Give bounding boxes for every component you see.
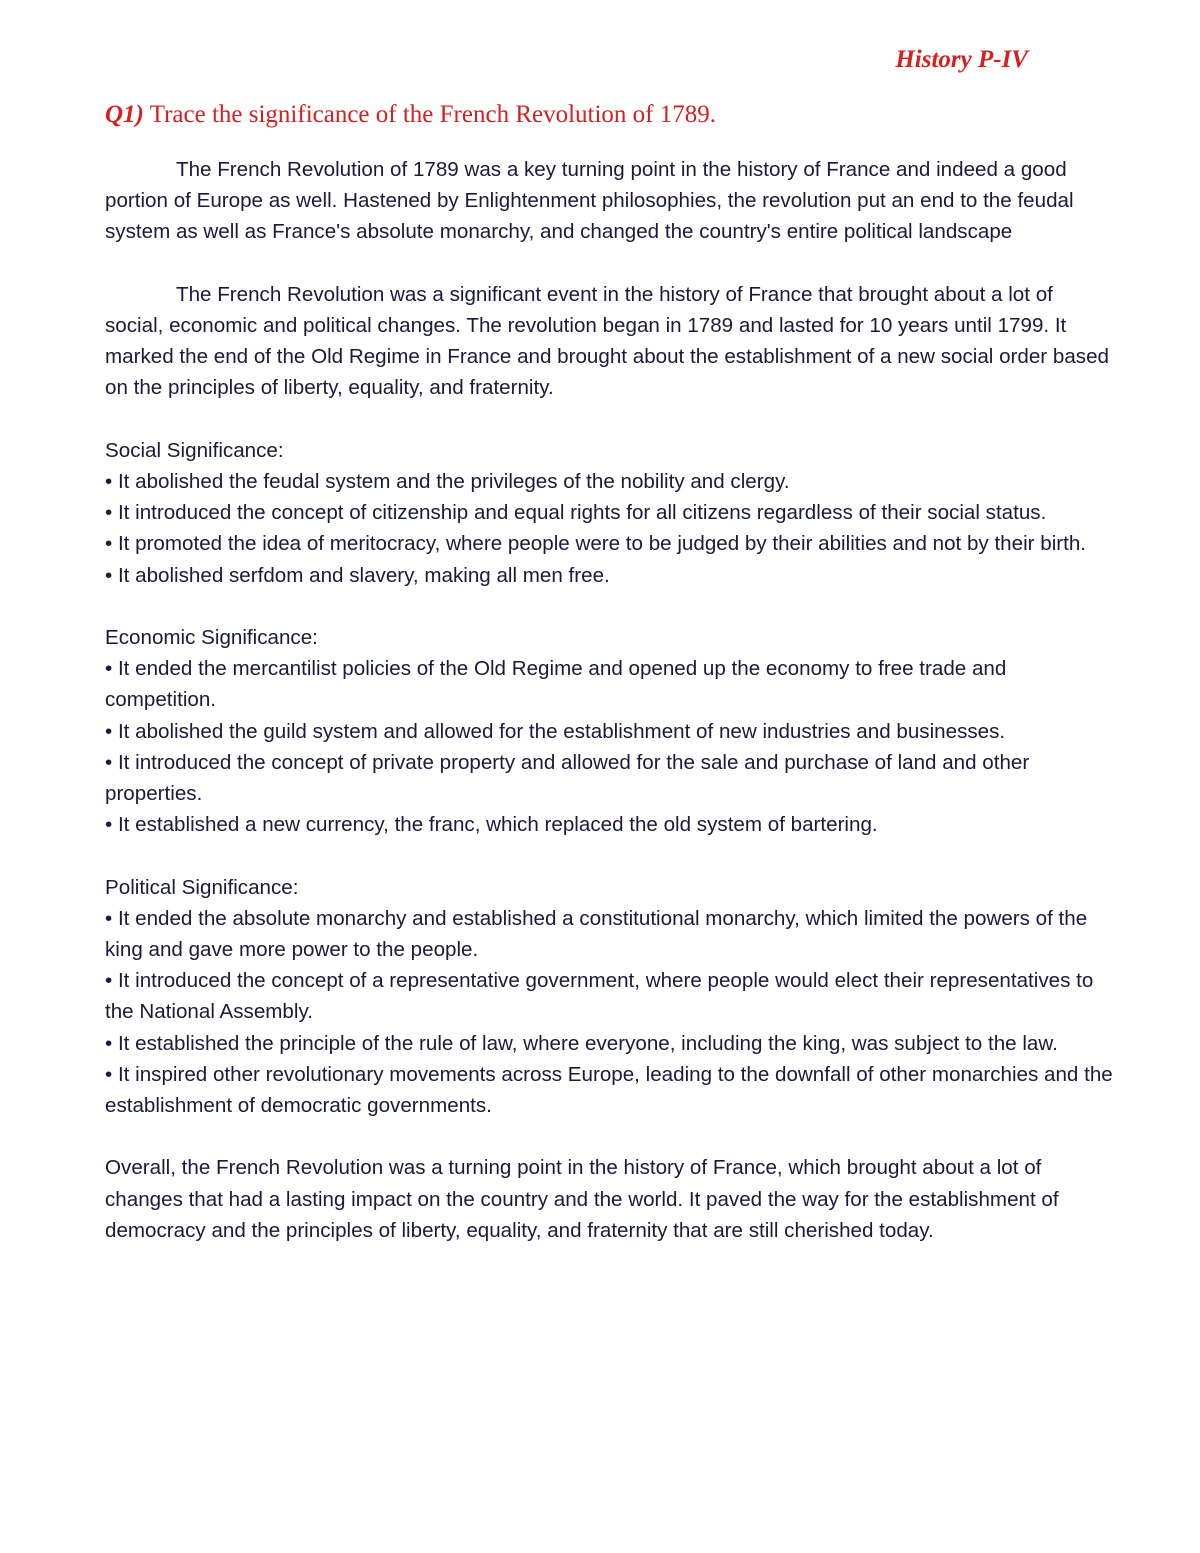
- list-item: [105, 965, 1115, 1027]
- bullet-list-economic: [105, 653, 1115, 840]
- list-item: [105, 560, 1115, 591]
- intro-paragraph-2: The French Revolution was a significant event in the history of France that brought about a lot of social, economic and political changes. The revolution began in 1789 and lasted for 10 years until 1799. It marked the end of the Old Regime in France and brought about the establishment of a new social order based on the principles of liberty, equality, and fraternity.: [105, 282, 1109, 400]
- answer-body: [105, 154, 1115, 1246]
- bullet-icon: •: [105, 657, 113, 681]
- list-item-text: It introduced the concept of private property and allowed for the sale and purchase of land and other properties.: [105, 750, 1030, 806]
- list-item: [105, 653, 1115, 715]
- spacer: [105, 404, 1115, 435]
- list-item: [105, 1059, 1115, 1121]
- list-item-text: It inspired other revolutionary movements across Europe, leading to the downfall of other monarchies and the establishment of democratic governments.: [105, 1062, 1113, 1118]
- spacer: [105, 248, 1115, 279]
- bullet-list-social: [105, 466, 1115, 591]
- list-item: [105, 716, 1115, 747]
- course-header: History P-IV: [895, 46, 1028, 73]
- list-item-text: It promoted the idea of meritocracy, where people were to be judged by their abilities and not by their birth.: [117, 532, 1087, 556]
- list-item: [105, 466, 1115, 497]
- list-item: [105, 1028, 1115, 1059]
- list-item-text: It abolished the feudal system and the privileges of the nobility and clergy.: [117, 470, 790, 493]
- question-heading: [105, 101, 716, 129]
- list-item-text: It established a new currency, the franc, which replaced the old system of bartering.: [117, 813, 878, 837]
- conclusion-paragraph: Overall, the French Revolution was a turning point in the history of France, which brought about a lot of changes that had a lasting impact on the country and the world. It paved the way for the establishment of democracy and the principles of liberty, equality, and fraternity that are still cherished today.: [105, 1156, 1059, 1242]
- list-item-text: It abolished serfdom and slavery, making all men free.: [117, 563, 610, 587]
- bullet-icon: •: [105, 563, 113, 587]
- spacer: [105, 1121, 1115, 1152]
- bullet-icon: •: [105, 813, 113, 837]
- bullet-icon: •: [105, 532, 113, 556]
- spacer: [105, 591, 1115, 622]
- list-item: [105, 497, 1115, 528]
- bullet-icon: •: [105, 1031, 113, 1055]
- bullet-icon: •: [105, 906, 113, 930]
- list-item-text: It ended the mercantilist policies of the Old Regime and opened up the economy to free trade and competition.: [105, 657, 1007, 712]
- bullet-icon: •: [105, 969, 113, 993]
- intro-paragraph-1: The French Revolution of 1789 was a key turning point in the history of France and indeed a good portion of Europe as well. Hastened by Enlightenment philosophies, the revolution put an end to the feudal system as well as France's absolute monarchy, and changed the country's entire political landscape: [105, 158, 1074, 244]
- list-item: [105, 903, 1115, 965]
- list-item-text: It established the principle of the rule of law, where everyone, including the king, was subject to the law.: [117, 1031, 1058, 1055]
- list-item: [105, 809, 1115, 840]
- bullet-icon: •: [105, 719, 113, 743]
- bullet-icon: •: [105, 1062, 113, 1086]
- bullet-icon: •: [105, 501, 113, 525]
- list-item: [105, 747, 1115, 809]
- section-heading-social: Social Significance:: [105, 438, 284, 462]
- section-heading-economic: Economic Significance:: [105, 626, 318, 649]
- bullet-list-political: [105, 903, 1115, 1121]
- list-item-text: It introduced the concept of a representative government, where people would elect their representatives to the National Assembly.: [105, 969, 1094, 1024]
- list-item-text: It abolished the guild system and allowed for the establishment of new industries and businesses.: [117, 719, 1006, 743]
- question-text: Trace the significance of the French Revolution of 1789.: [149, 101, 716, 128]
- list-item: [105, 528, 1115, 559]
- list-item-text: It ended the absolute monarchy and established a constitutional monarchy, which limited the powers of the king and gave more power to the people.: [105, 906, 1088, 962]
- bullet-icon: •: [105, 470, 113, 493]
- list-item-text: It introduced the concept of citizenship and equal rights for all citizens regardless of their social status.: [117, 501, 1047, 525]
- question-number: Q1): [105, 101, 144, 128]
- spacer: [105, 840, 1115, 871]
- section-heading-political: Political Significance:: [105, 875, 299, 899]
- bullet-icon: •: [105, 750, 113, 774]
